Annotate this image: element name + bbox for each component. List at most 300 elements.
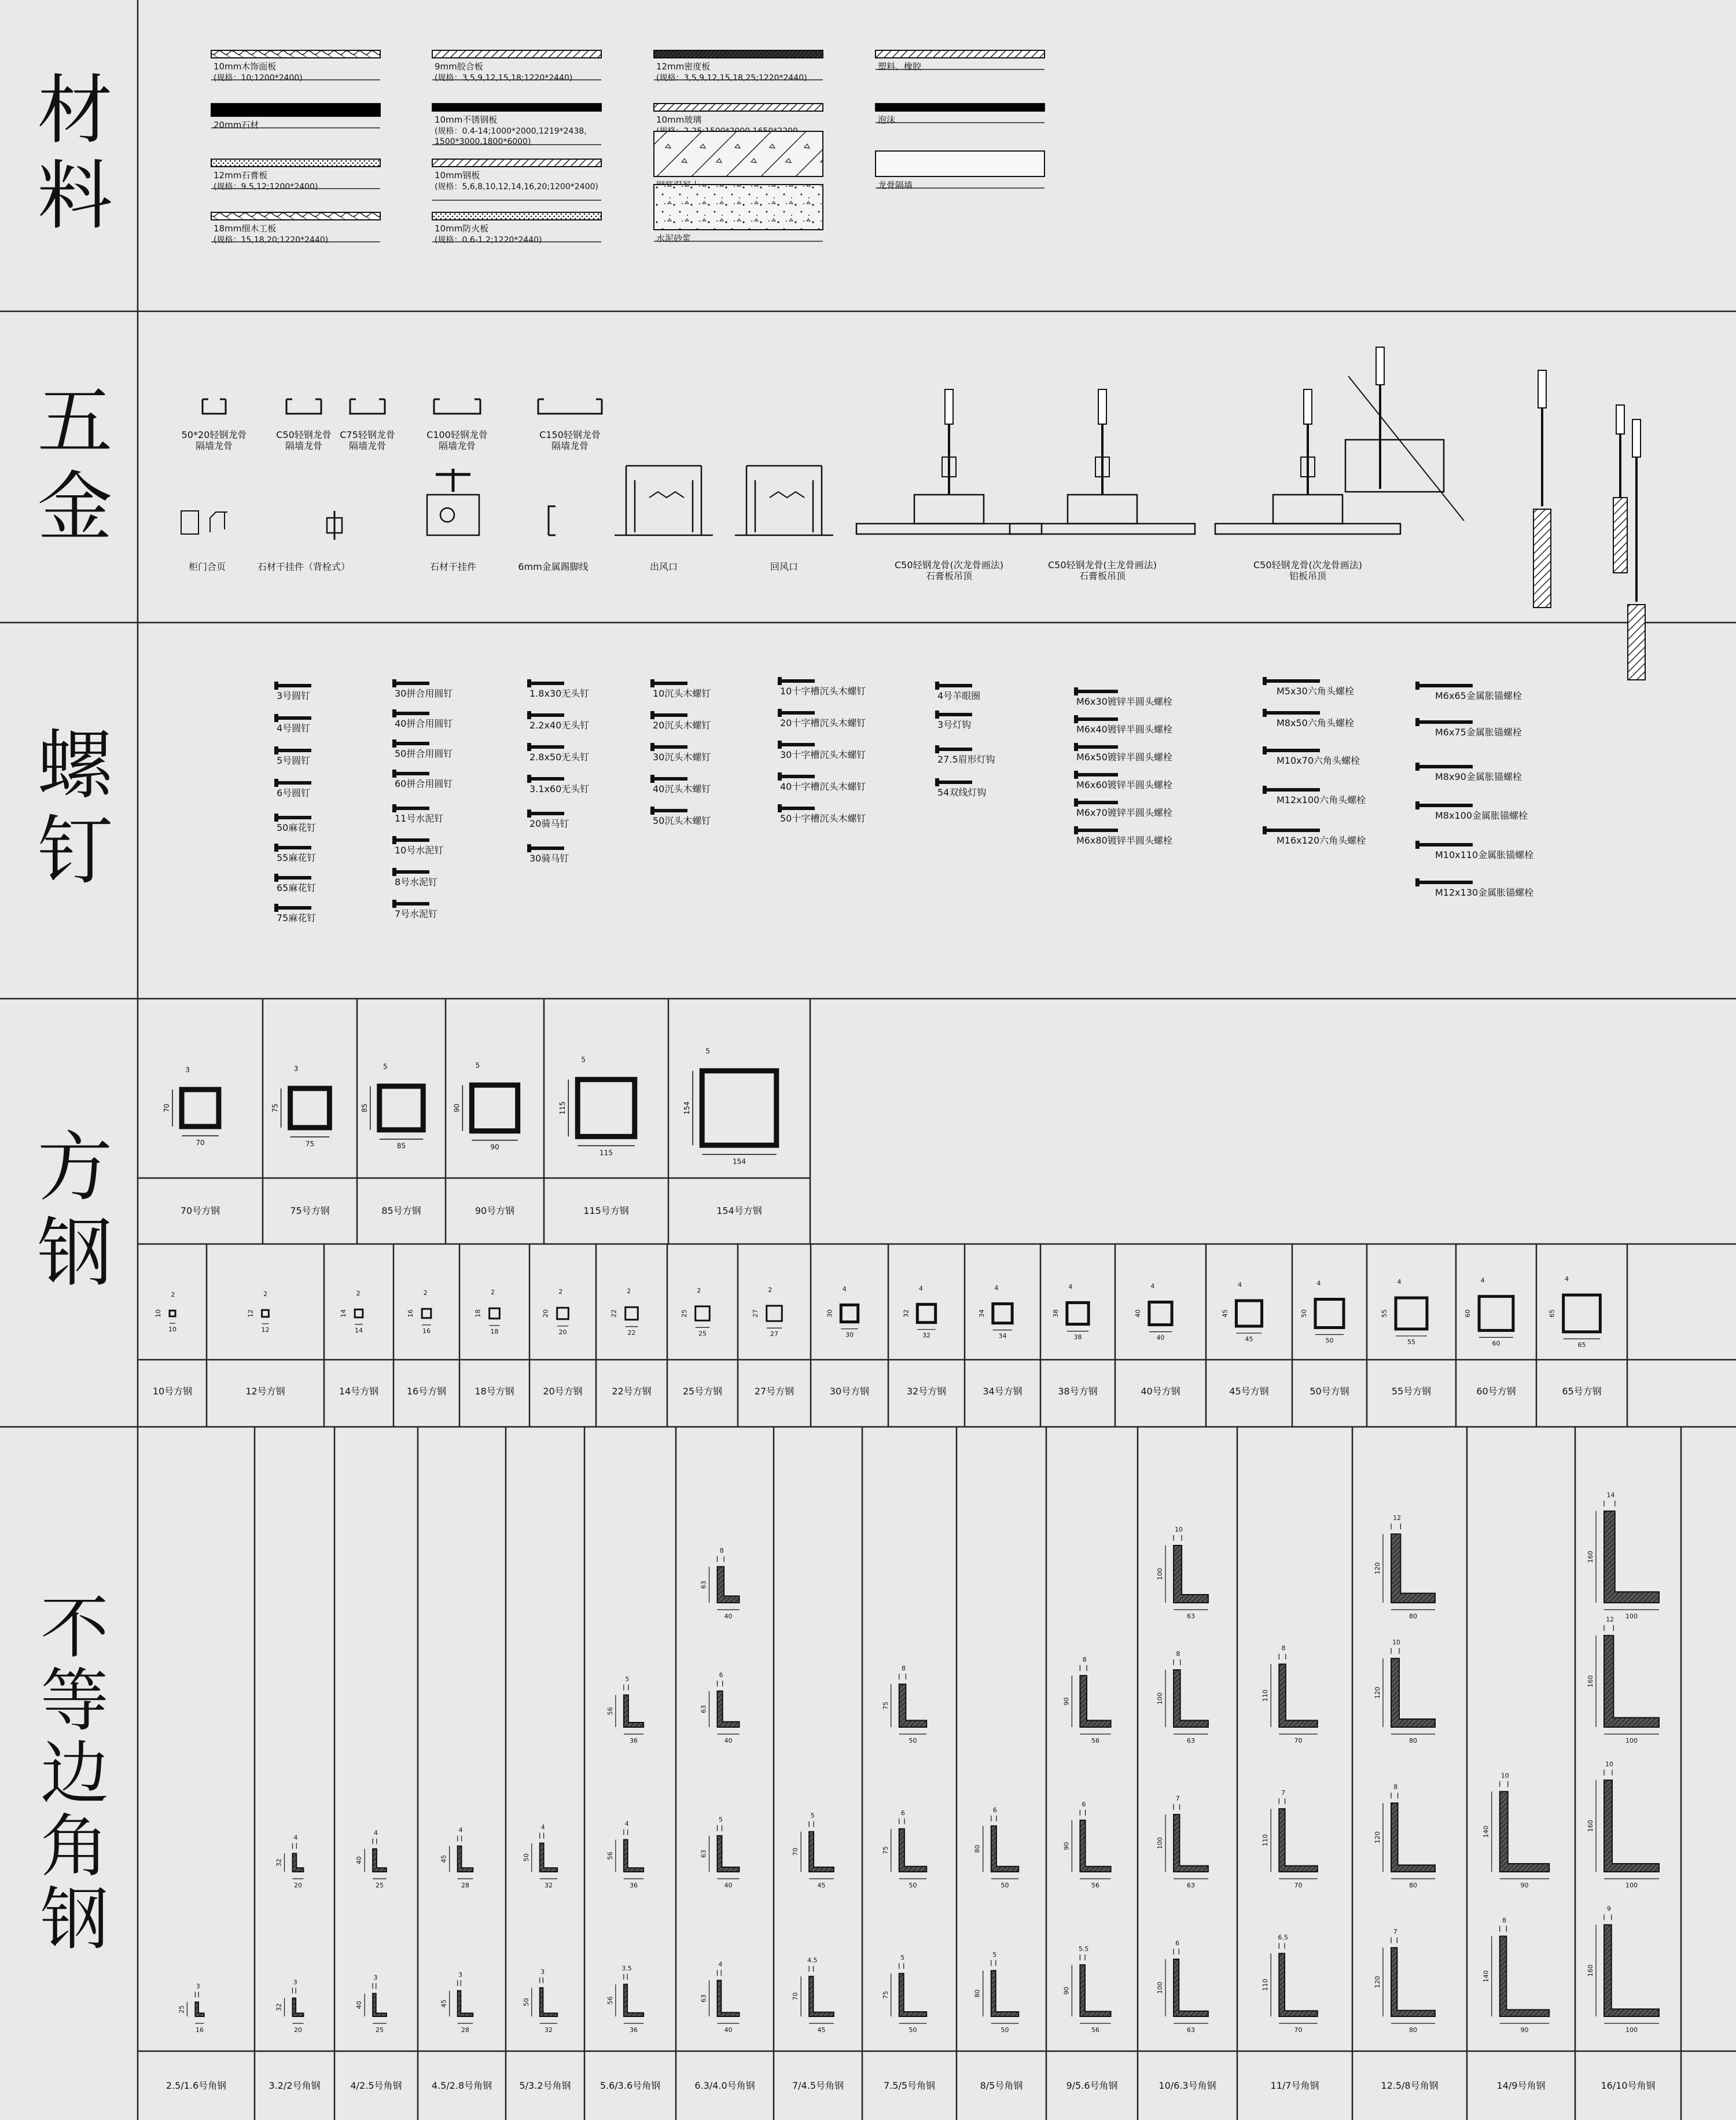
material-swatch xyxy=(654,131,823,176)
screw-label: M8x90金属胀锚螺栓 xyxy=(1435,771,1522,782)
height-dimension: 100 xyxy=(1156,1982,1164,1994)
thickness-dimension: 3 xyxy=(293,1065,299,1073)
square-steel-label: 16号方钢 xyxy=(406,1386,447,1397)
thickness-dimension: 10 xyxy=(1175,1526,1183,1533)
thickness-tick xyxy=(1391,1523,1400,1529)
material-swatch-item xyxy=(654,50,823,83)
screw-shank-icon xyxy=(653,682,687,685)
screw-head-icon xyxy=(778,741,782,749)
width-dimension: 63 xyxy=(1187,1737,1195,1744)
screw-head-icon xyxy=(274,714,278,722)
width-dimension: 40 xyxy=(724,1613,733,1620)
screw-item xyxy=(650,711,711,731)
angle-steel-item xyxy=(1587,1492,1659,1620)
material-spec: (规格：3,5,9,12,15,18,25;1220*2440) xyxy=(656,73,807,83)
angle-profile-icon xyxy=(1080,1676,1110,1727)
screw-item xyxy=(650,807,711,826)
square-steel-item xyxy=(361,1062,423,1216)
width-dimension: 75 xyxy=(305,1139,315,1148)
thickness-tick xyxy=(373,1838,377,1844)
screw-item xyxy=(935,745,995,765)
cut-line xyxy=(1348,376,1464,521)
screw-shank-icon xyxy=(277,749,311,752)
material-spec: (规格：15,18,20;1220*2440) xyxy=(214,235,329,245)
square-steel-label: 85号方钢 xyxy=(381,1205,421,1216)
hanger-bolt-icon xyxy=(1632,419,1641,457)
angle-profile-icon xyxy=(458,1990,473,2016)
angle-steel-item xyxy=(1374,1639,1435,1744)
material-swatch xyxy=(432,159,601,167)
angle-profile-icon xyxy=(1500,1791,1550,1872)
square-tube-icon xyxy=(993,1304,1012,1323)
angle-profile-icon xyxy=(293,1998,304,2016)
ceiling-label: C50轻钢龙骨(次龙骨画法) xyxy=(1253,560,1363,571)
height-dimension: 85 xyxy=(360,1103,369,1113)
screw-shank-icon xyxy=(277,684,311,687)
thickness-dimension: 5 xyxy=(581,1055,586,1064)
skirting-profile-icon xyxy=(549,506,556,535)
width-dimension: 70 xyxy=(1294,2026,1303,2034)
thickness-dimension: 7 xyxy=(1175,1795,1180,1802)
thickness-tick xyxy=(458,1980,461,1986)
thickness-dimension: 2 xyxy=(768,1286,773,1294)
angle-steel-item xyxy=(275,1834,304,1889)
material-name: 水泥砂浆 xyxy=(656,233,692,244)
square-tube-icon xyxy=(578,1080,635,1137)
ceiling-board-icon xyxy=(1010,524,1195,534)
section-title-screws: 螺钉 xyxy=(25,725,113,896)
screw-shank-icon xyxy=(1265,749,1320,752)
square-tube-icon xyxy=(1564,1295,1601,1332)
material-swatch-item xyxy=(211,104,380,130)
screw-head-icon xyxy=(1415,878,1419,886)
angle-profile-icon xyxy=(1279,1953,1318,2016)
screw-head-icon xyxy=(527,809,531,818)
square-steel-item xyxy=(752,1286,794,1397)
screw-label: M5x30六角头螺栓 xyxy=(1277,686,1354,697)
hinge-arm-icon xyxy=(210,512,227,532)
angle-steel-label: 9/5.6号角钢 xyxy=(1066,2080,1118,2091)
thickness-dimension: 8 xyxy=(1393,1783,1398,1791)
angle-profile-icon xyxy=(809,1977,834,2016)
angle-steel-column xyxy=(1261,1644,1319,2091)
width-dimension: 60 xyxy=(1492,1339,1500,1348)
material-swatch xyxy=(211,212,380,220)
screw-head-icon xyxy=(392,836,396,844)
height-dimension: 115 xyxy=(558,1101,567,1115)
angle-steel-label: 5.6/3.6号角钢 xyxy=(599,2080,661,2091)
width-dimension: 36 xyxy=(630,1882,638,1889)
angle-profile-icon xyxy=(809,1832,834,1872)
profile-label: 隔墙龙骨 xyxy=(438,440,476,451)
height-dimension: 160 xyxy=(1587,1964,1594,1977)
square-steel-item xyxy=(1300,1280,1349,1397)
angle-steel-item xyxy=(355,1829,387,1889)
screw-item xyxy=(1415,718,1522,738)
screw-shank-icon xyxy=(1076,745,1118,749)
height-dimension: 32 xyxy=(275,2003,283,2012)
height-dimension: 63 xyxy=(700,1849,708,1858)
screw-head-icon xyxy=(650,679,654,687)
width-dimension: 63 xyxy=(1187,1882,1195,1889)
screw-item xyxy=(1415,841,1533,860)
thickness-dimension: 4 xyxy=(624,1820,629,1828)
angle-steel-label: 5/3.2号角钢 xyxy=(519,2080,571,2091)
square-tube-icon xyxy=(1315,1300,1344,1328)
screw-shank-icon xyxy=(937,713,972,716)
thickness-tick xyxy=(809,1821,814,1827)
profile-label: C75轻钢龙骨 xyxy=(340,429,395,440)
height-dimension: 75 xyxy=(271,1103,279,1113)
height-dimension: 14 xyxy=(340,1309,348,1317)
square-steel-item xyxy=(1381,1278,1431,1397)
ceiling-label: C50轻钢龙骨(次龙骨画法) xyxy=(894,560,1004,571)
width-dimension: 20 xyxy=(294,2026,302,2034)
material-name: 18mm细木工板 xyxy=(214,223,277,234)
screw-label: 50麻花钉 xyxy=(277,822,317,833)
screw-item xyxy=(1263,826,1366,846)
material-swatch xyxy=(876,104,1044,111)
screw-label: M6x75金属胀锚螺栓 xyxy=(1435,727,1522,738)
angle-steel-column xyxy=(1156,1526,1216,2091)
thickness-tick xyxy=(1174,1949,1179,1955)
material-name: 10mm玻璃 xyxy=(656,115,702,125)
thickness-dimension: 6 xyxy=(719,1671,723,1679)
width-dimension: 100 xyxy=(1625,1613,1638,1620)
hanger-bolt-icon xyxy=(1098,389,1106,424)
return-vent-icon xyxy=(746,466,822,535)
screw-label: 50拼合用圆钉 xyxy=(395,748,453,759)
material-swatch xyxy=(432,212,601,220)
height-dimension: 10 xyxy=(155,1309,162,1317)
height-dimension: 25 xyxy=(178,2005,186,2014)
width-dimension: 70 xyxy=(1294,1737,1303,1744)
screw-label: 8号水泥钉 xyxy=(395,877,438,888)
height-dimension: 20 xyxy=(542,1309,550,1317)
ceiling-label: 石膏板吊顶 xyxy=(1079,571,1126,581)
angle-profile-icon xyxy=(1604,1925,1659,2016)
angle-steel-label: 7.5/5号角钢 xyxy=(883,2080,936,2091)
angle-profile-icon xyxy=(1174,1670,1208,1727)
ceiling-section-item xyxy=(856,389,1042,581)
thickness-dimension: 4 xyxy=(1480,1276,1485,1284)
ceiling-detail-drawing xyxy=(1533,370,1551,608)
thickness-dimension: 10 xyxy=(1392,1639,1400,1647)
angle-steel-item xyxy=(606,1676,643,1744)
width-dimension: 56 xyxy=(1091,2026,1099,2034)
screw-label: 75麻花钉 xyxy=(277,912,317,923)
hardware-part-item xyxy=(427,469,479,572)
screw-shank-icon xyxy=(653,745,687,749)
width-dimension: 20 xyxy=(558,1328,567,1336)
screw-label: 3号灯钩 xyxy=(937,719,972,730)
height-dimension: 45 xyxy=(440,1854,448,1863)
width-dimension: 50 xyxy=(1001,1882,1009,1889)
height-dimension: 16 xyxy=(407,1309,415,1317)
screw-shank-icon xyxy=(1418,843,1473,846)
angle-steel-item xyxy=(523,1968,557,2034)
angle-profile-icon xyxy=(899,1829,927,1872)
screw-label: 54双线灯钩 xyxy=(937,787,987,798)
width-dimension: 80 xyxy=(1409,1882,1417,1889)
screw-item xyxy=(935,711,972,730)
height-dimension: 75 xyxy=(881,1846,889,1854)
square-steel-label: 32号方钢 xyxy=(906,1386,947,1397)
angle-steel-item xyxy=(1261,1644,1318,1744)
angle-profile-icon xyxy=(1174,1545,1208,1603)
profile-label: C50轻钢龙骨 xyxy=(276,429,332,440)
thickness-dimension: 5 xyxy=(810,1812,815,1820)
screw-label: M6x70镀锌半圆头螺栓 xyxy=(1076,807,1172,818)
height-dimension: 45 xyxy=(1221,1309,1229,1317)
screw-head-icon xyxy=(274,844,278,852)
hanger-bolt-icon xyxy=(1376,347,1384,385)
screw-shank-icon xyxy=(653,777,687,781)
height-dimension: 100 xyxy=(1156,1568,1164,1580)
screw-head-icon xyxy=(527,743,531,751)
material-swatch xyxy=(876,151,1044,176)
thickness-tick xyxy=(1279,1798,1285,1804)
screw-shank-icon xyxy=(1265,679,1320,683)
hardware-part-item xyxy=(735,466,833,572)
thickness-tick xyxy=(1391,1793,1398,1798)
angle-steel-column xyxy=(1483,1772,1550,2091)
thickness-dimension: 5.5 xyxy=(1078,1945,1089,1953)
square-steel-item xyxy=(245,1290,285,1397)
screw-item xyxy=(392,804,443,824)
thickness-tick xyxy=(1604,1625,1613,1631)
screw-head-icon xyxy=(935,745,939,753)
section-title-hardware: 五金 xyxy=(25,381,113,553)
height-dimension: 90 xyxy=(1062,1842,1071,1850)
screw-head-icon xyxy=(392,770,396,778)
screw-label: 1.8x30无头钉 xyxy=(529,688,590,699)
square-steel-item xyxy=(1464,1277,1516,1397)
thickness-dimension: 4 xyxy=(1397,1278,1402,1286)
screw-shank-icon xyxy=(780,807,815,810)
width-dimension: 40 xyxy=(1156,1334,1165,1342)
screw-item xyxy=(274,682,311,701)
square-tube-icon xyxy=(472,1085,517,1131)
height-dimension: 160 xyxy=(1587,1675,1594,1688)
angle-profile-icon xyxy=(718,1691,740,1727)
screw-shank-icon xyxy=(1418,684,1473,687)
height-dimension: 55 xyxy=(1381,1309,1389,1317)
width-dimension: 90 xyxy=(490,1143,499,1151)
thickness-tick xyxy=(899,1674,906,1680)
screw-shank-icon xyxy=(395,838,429,842)
height-dimension: 56 xyxy=(606,1852,614,1860)
height-dimension: 32 xyxy=(902,1309,910,1317)
height-dimension: 50 xyxy=(522,1853,530,1862)
screw-label: 30骑马钉 xyxy=(529,853,569,864)
square-steel-item xyxy=(558,1056,635,1216)
screw-item xyxy=(274,746,311,766)
screw-label: 6号圆钉 xyxy=(277,787,311,798)
width-dimension: 50 xyxy=(909,1737,917,1744)
thickness-dimension: 7 xyxy=(1393,1928,1397,1936)
angle-profile-icon xyxy=(1500,1936,1550,2016)
screw-shank-icon xyxy=(529,777,564,781)
material-spec: (规格：0.4-14;1000*2000,1219*2438, xyxy=(435,127,587,136)
screw-item xyxy=(274,714,311,734)
screw-head-icon xyxy=(778,677,782,685)
thickness-dimension: 9 xyxy=(1606,1905,1611,1913)
material-swatch-item xyxy=(211,159,380,192)
stone-clip-bar-icon xyxy=(436,469,470,492)
height-dimension: 70 xyxy=(792,1847,800,1856)
material-spec-cont: 1500*3000,1800*6000) xyxy=(435,137,531,146)
thickness-tick xyxy=(1604,1501,1615,1507)
angle-profile-icon xyxy=(1080,1965,1110,2016)
screw-label: M6x50镀锌半圆头螺栓 xyxy=(1076,752,1172,763)
screw-item xyxy=(1263,786,1366,805)
profile-item xyxy=(182,399,247,451)
profile-label: C150轻钢龙骨 xyxy=(539,429,601,440)
angle-steel-label: 4.5/2.8号角钢 xyxy=(431,2080,492,2091)
thickness-dimension: 5 xyxy=(382,1062,388,1071)
width-dimension: 38 xyxy=(1073,1333,1082,1341)
screw-item xyxy=(274,844,316,863)
square-steel-item xyxy=(610,1287,652,1397)
thickness-tick xyxy=(1174,1659,1180,1665)
screw-shank-icon xyxy=(780,711,815,715)
angle-steel-item xyxy=(700,1816,740,1889)
angle-profile-icon xyxy=(1391,1948,1435,2016)
stone-clip-icon xyxy=(427,495,479,535)
angle-steel-column xyxy=(882,1665,935,2091)
width-dimension: 100 xyxy=(1625,1737,1638,1744)
height-dimension: 100 xyxy=(1156,1837,1164,1849)
thickness-dimension: 6.5 xyxy=(1278,1934,1288,1942)
screw-head-icon xyxy=(392,679,396,687)
square-steel-label: 40号方钢 xyxy=(1141,1386,1180,1397)
height-dimension: 56 xyxy=(606,1996,614,2005)
width-dimension: 65 xyxy=(1577,1341,1586,1349)
screw-item xyxy=(392,679,453,699)
thickness-dimension: 2 xyxy=(558,1288,563,1296)
material-name: 10mm防火板 xyxy=(435,223,489,234)
square-tube-icon xyxy=(1396,1298,1427,1329)
material-swatch xyxy=(654,50,823,58)
width-dimension: 28 xyxy=(461,1882,469,1889)
screw-item xyxy=(392,739,453,759)
thickness-dimension: 4 xyxy=(374,1829,378,1837)
thickness-tick xyxy=(458,1835,462,1841)
square-tube-icon xyxy=(355,1309,363,1317)
material-swatch-item xyxy=(654,131,823,190)
screw-item xyxy=(527,743,589,763)
angle-steel-item xyxy=(1062,1656,1110,1744)
screw-shank-icon xyxy=(1076,801,1118,804)
thickness-tick xyxy=(991,1960,996,1966)
square-steel-label: 14号方钢 xyxy=(339,1386,379,1397)
screw-item xyxy=(1074,687,1172,707)
screw-shank-icon xyxy=(1076,717,1118,721)
profile-item xyxy=(340,399,395,451)
width-dimension: 25 xyxy=(698,1330,707,1338)
screw-item xyxy=(1074,771,1172,790)
screw-head-icon xyxy=(1263,709,1267,717)
angle-profile-icon xyxy=(373,1849,387,1872)
thickness-dimension: 6 xyxy=(992,1806,997,1814)
screw-head-icon xyxy=(274,874,278,882)
material-name: 10mm木饰面板 xyxy=(214,61,277,72)
angle-steel-item xyxy=(882,1665,927,1744)
screw-item xyxy=(1074,743,1172,763)
width-dimension: 45 xyxy=(1245,1335,1253,1344)
square-steel-label: 34号方钢 xyxy=(983,1386,1023,1397)
height-dimension: 80 xyxy=(973,1845,981,1853)
width-dimension: 70 xyxy=(1294,1882,1303,1889)
screw-label: 4号圆钉 xyxy=(277,723,311,734)
screw-label: M6x60镀锌半圆头螺栓 xyxy=(1076,779,1172,790)
screw-head-icon xyxy=(1074,798,1078,807)
angle-profile-icon xyxy=(899,1684,927,1727)
thickness-tick xyxy=(624,1974,627,1980)
square-steel-label: 27号方钢 xyxy=(754,1386,795,1397)
screw-shank-icon xyxy=(780,679,815,683)
screw-shank-icon xyxy=(1265,829,1320,832)
width-dimension: 63 xyxy=(1187,1613,1195,1620)
width-dimension: 56 xyxy=(1091,1882,1099,1889)
height-dimension: 34 xyxy=(977,1309,985,1317)
angle-steel-label: 8/5号角钢 xyxy=(980,2080,1023,2091)
thickness-dimension: 2 xyxy=(491,1289,495,1297)
c-profile-icon xyxy=(434,399,480,414)
screw-label: M6x80镀锌半圆头螺栓 xyxy=(1076,835,1172,846)
screw-item xyxy=(778,804,866,824)
hardware-part-item xyxy=(518,506,588,572)
square-tube-icon xyxy=(1149,1302,1172,1324)
thickness-dimension: 4 xyxy=(1565,1275,1569,1283)
square-tube-icon xyxy=(422,1309,431,1318)
square-steel-label: 50号方钢 xyxy=(1310,1386,1349,1397)
screw-item xyxy=(778,741,866,760)
screw-item xyxy=(527,809,569,829)
screw-item xyxy=(1415,682,1522,701)
screw-item xyxy=(1074,826,1172,846)
width-dimension: 90 xyxy=(1520,2026,1529,2034)
screw-head-icon xyxy=(527,775,531,783)
angle-steel-label: 11/7号角钢 xyxy=(1270,2080,1319,2091)
screw-head-icon xyxy=(392,739,396,748)
width-dimension: 27 xyxy=(770,1330,778,1338)
angle-profile-icon xyxy=(458,1846,473,1872)
thickness-tick xyxy=(293,1843,297,1849)
hanger-bolt-icon xyxy=(1304,389,1312,424)
material-swatch-item xyxy=(211,50,380,83)
square-steel-label: 20号方钢 xyxy=(543,1386,583,1397)
width-dimension: 12 xyxy=(261,1326,270,1334)
screw-shank-icon xyxy=(395,712,429,715)
thickness-dimension: 5 xyxy=(475,1061,480,1070)
thickness-dimension: 4.5 xyxy=(807,1956,818,1964)
angle-steel-column xyxy=(1374,1514,1439,2091)
hinge-icon xyxy=(181,511,198,534)
angle-steel-table xyxy=(138,1427,1736,2120)
screw-head-icon xyxy=(274,814,278,822)
thickness-tick xyxy=(540,1833,544,1839)
square-steel-label: 115号方钢 xyxy=(583,1205,629,1216)
angle-steel-item xyxy=(974,1951,1019,2034)
width-dimension: 40 xyxy=(724,2026,733,2034)
screw-label: M6x65金属胀锚螺栓 xyxy=(1435,690,1522,701)
square-steel-item xyxy=(681,1287,722,1397)
square-tube-icon xyxy=(1236,1301,1261,1326)
angle-steel-item xyxy=(1261,1934,1318,2034)
height-dimension: 60 xyxy=(1464,1309,1472,1317)
